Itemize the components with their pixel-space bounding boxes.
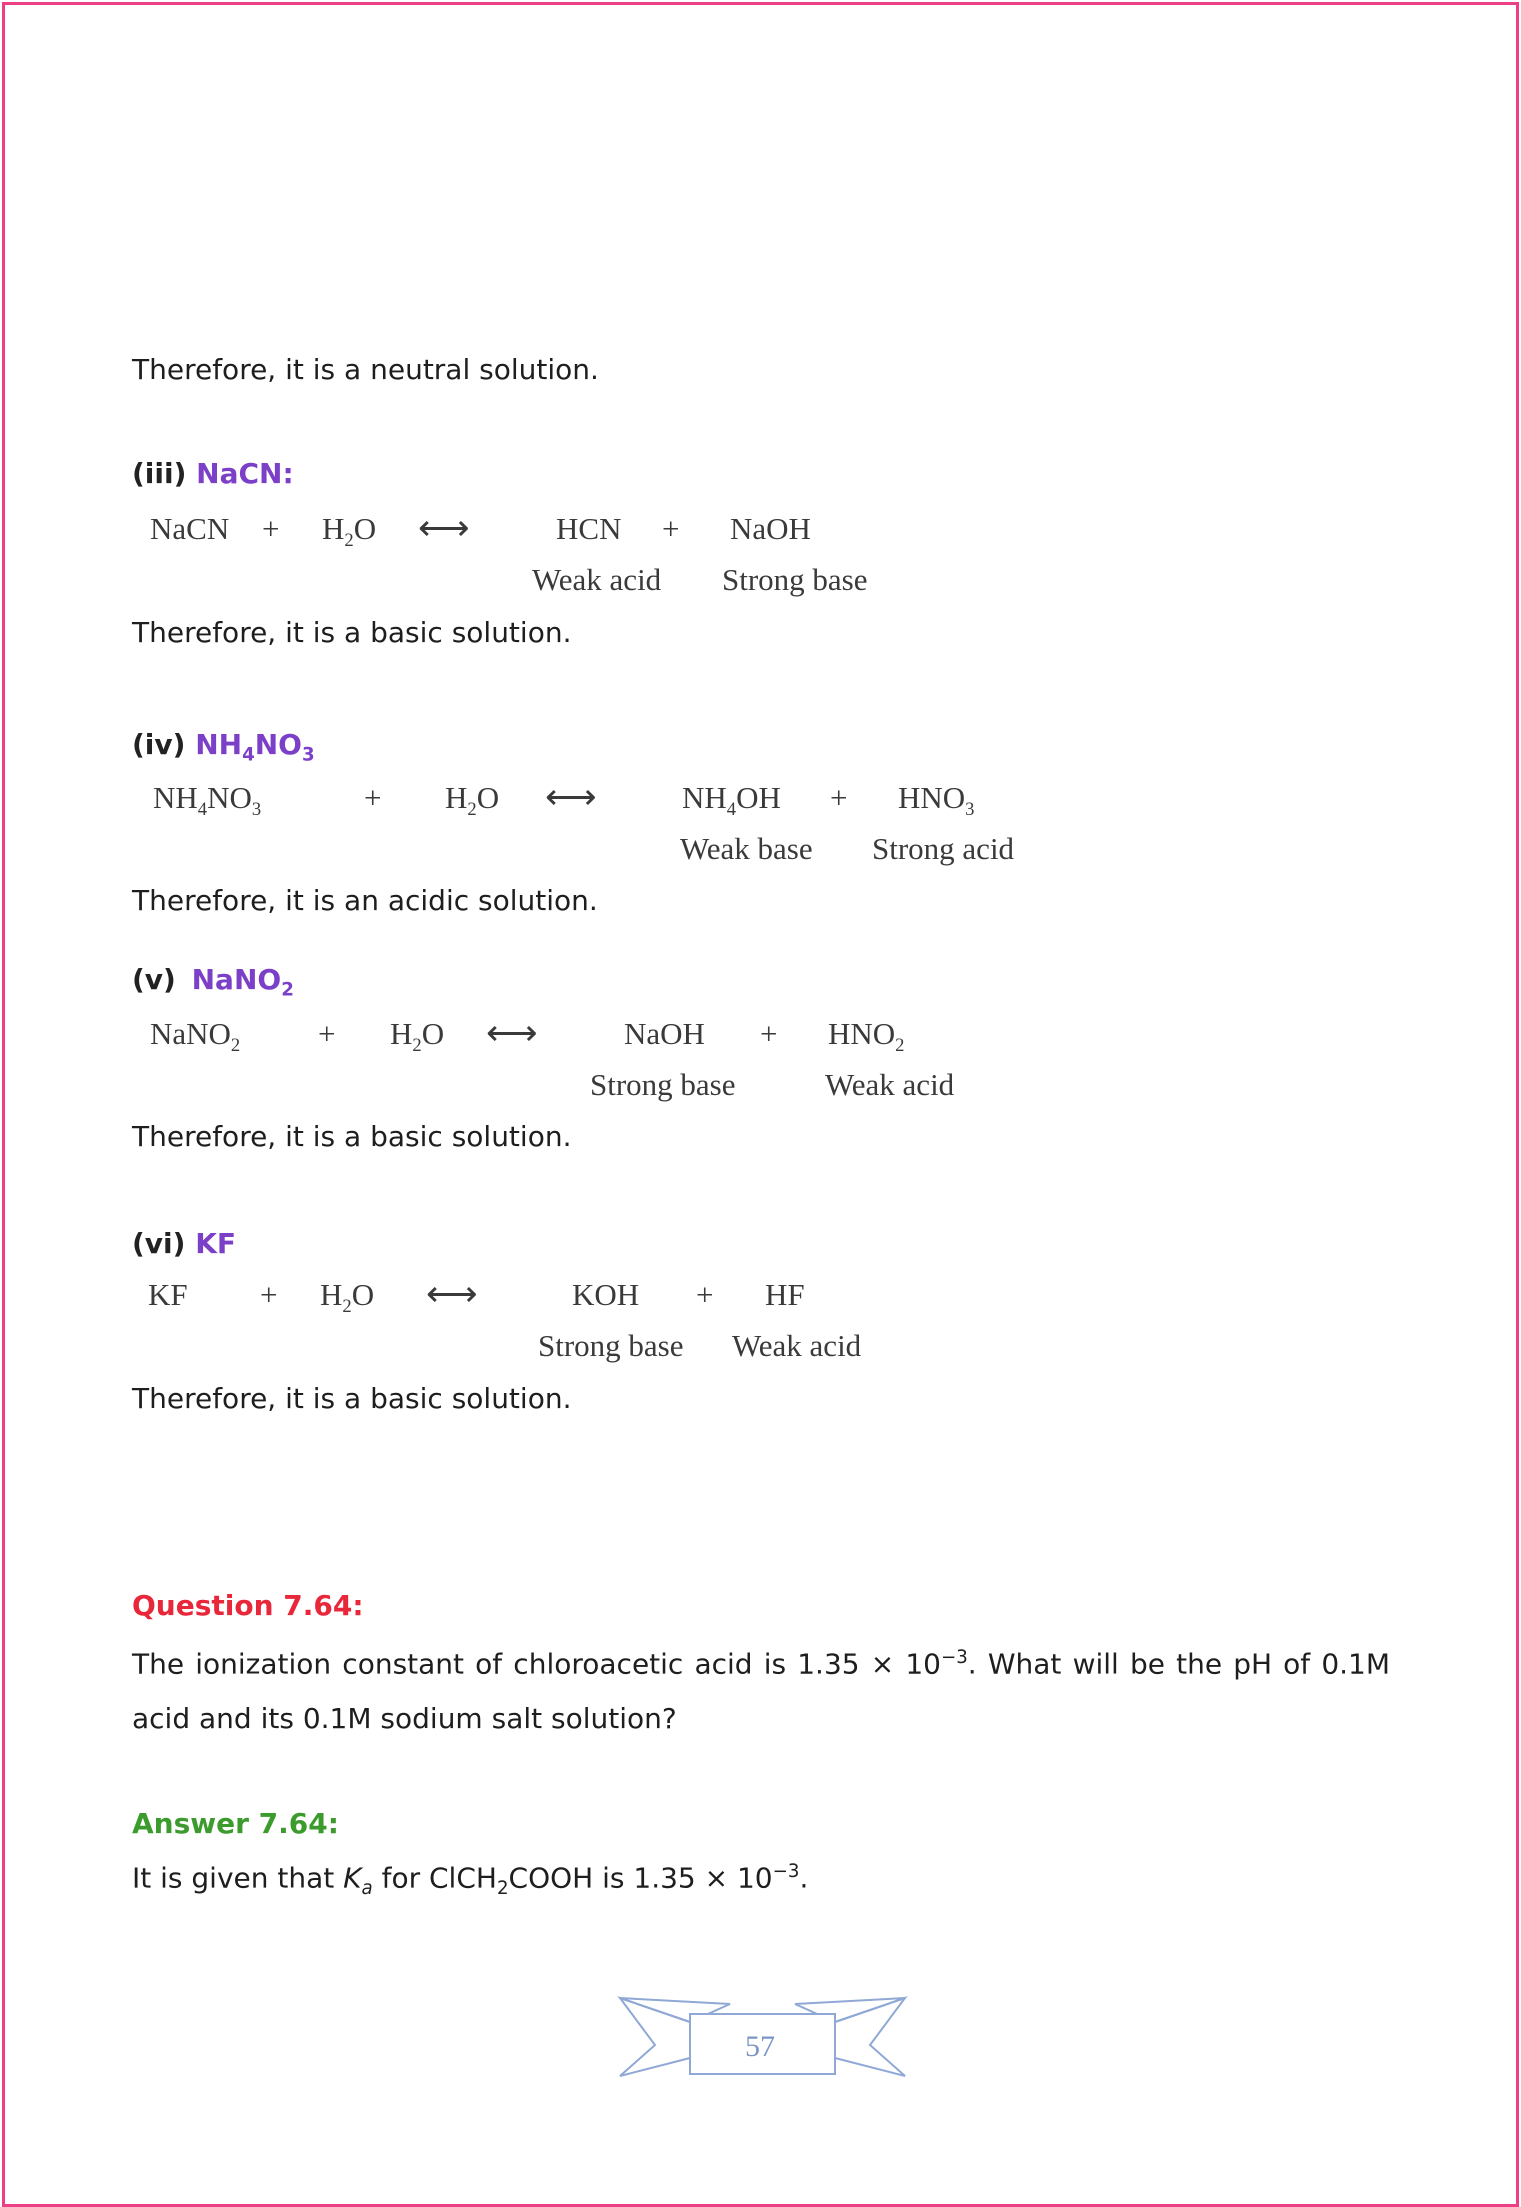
- question-text: The ionization constant of chloroacetic acid is $1.35 \times 10^{-3}$. What will be the pH of 0.1M acid and its 0.1M sodium salt solution?: [132, 1647, 1391, 1736]
- eq-reactant-1: $NH_4NO_3$: [153, 780, 262, 821]
- eq-plus: +: [696, 1277, 714, 1312]
- eq-product-2-label: Strong acid: [872, 831, 1015, 866]
- eq-arrow: ⟷: [545, 777, 597, 817]
- eq-reactant-2: $H_2O$: [445, 780, 500, 821]
- section-heading-vi: [132, 1227, 236, 1260]
- eq-arrow: ⟷: [486, 1013, 538, 1053]
- section-compound: NaNO$_2$: [191, 963, 294, 1001]
- eq-product-1-label: Strong base: [538, 1328, 684, 1363]
- page-number: 57: [745, 2030, 775, 2063]
- eq-plus: +: [262, 511, 280, 546]
- eq-reactant-2: $H_2O$: [320, 1277, 375, 1318]
- eq-reactant-2: $H_2O$: [390, 1016, 445, 1057]
- section-compound: NaCN:: [196, 457, 294, 490]
- section-heading-iv: [132, 728, 315, 766]
- eq-product-2: NaOH: [730, 511, 811, 546]
- eq-product-1-label: Strong base: [590, 1067, 736, 1102]
- eq-product-2-label: Weak acid: [825, 1067, 955, 1102]
- section-roman: (vi): [132, 1227, 186, 1260]
- eq-plus: +: [662, 511, 680, 546]
- section-heading-v: [132, 963, 294, 1001]
- section-conclusion: Therefore, it is a basic solution.: [132, 616, 572, 649]
- eq-product-1: NaOH: [624, 1016, 705, 1051]
- eq-product-2-label: Weak acid: [732, 1328, 862, 1363]
- section-heading-iii: [132, 457, 294, 490]
- neutral-conclusion: Therefore, it is a neutral solution.: [132, 353, 599, 386]
- eq-product-2: $HNO_3$: [898, 780, 975, 821]
- answer-text: It is given that $K_a$ for ClCH$_2$COOH is $1.35 \times 10^{-3}$.: [132, 1861, 809, 1899]
- section-conclusion: Therefore, it is a basic solution.: [132, 1382, 572, 1415]
- eq-reactant-2: $H_2O$: [322, 511, 377, 552]
- section-roman: (iv): [132, 728, 186, 761]
- eq-product-1: KOH: [572, 1277, 640, 1312]
- section-conclusion: Therefore, it is an acidic solution.: [132, 884, 598, 917]
- eq-product-1: HCN: [556, 511, 622, 546]
- section-roman: (v): [132, 963, 176, 996]
- eq-product-2: HF: [765, 1277, 805, 1312]
- section-compound: $NH_4NO_3$: [195, 728, 315, 766]
- answer-heading: Answer 7.64:: [132, 1807, 339, 1840]
- eq-arrow: ⟷: [426, 1274, 478, 1314]
- eq-reactant-1: KF: [148, 1277, 188, 1312]
- section-compound: KF: [195, 1227, 237, 1260]
- eq-product-1: $NH_4OH$: [682, 780, 781, 821]
- eq-reactant-1: NaNO$_2$: [150, 1016, 241, 1057]
- eq-plus: +: [830, 780, 848, 815]
- eq-product-2: $HNO_2$: [828, 1016, 905, 1057]
- eq-reactant-1: NaCN: [150, 511, 230, 546]
- eq-plus: +: [260, 1277, 278, 1312]
- section-conclusion: Therefore, it is a basic solution.: [132, 1120, 572, 1153]
- eq-arrow: ⟷: [418, 508, 470, 548]
- eq-product-1-label: Weak acid: [532, 562, 662, 597]
- section-roman: (iii): [132, 457, 187, 490]
- eq-plus: +: [364, 780, 382, 815]
- eq-product-1-label: Weak base: [680, 831, 813, 866]
- eq-plus: +: [318, 1016, 336, 1051]
- eq-product-2-label: Strong base: [722, 562, 868, 597]
- eq-plus: +: [760, 1016, 778, 1051]
- question-heading: Question 7.64:: [132, 1589, 364, 1622]
